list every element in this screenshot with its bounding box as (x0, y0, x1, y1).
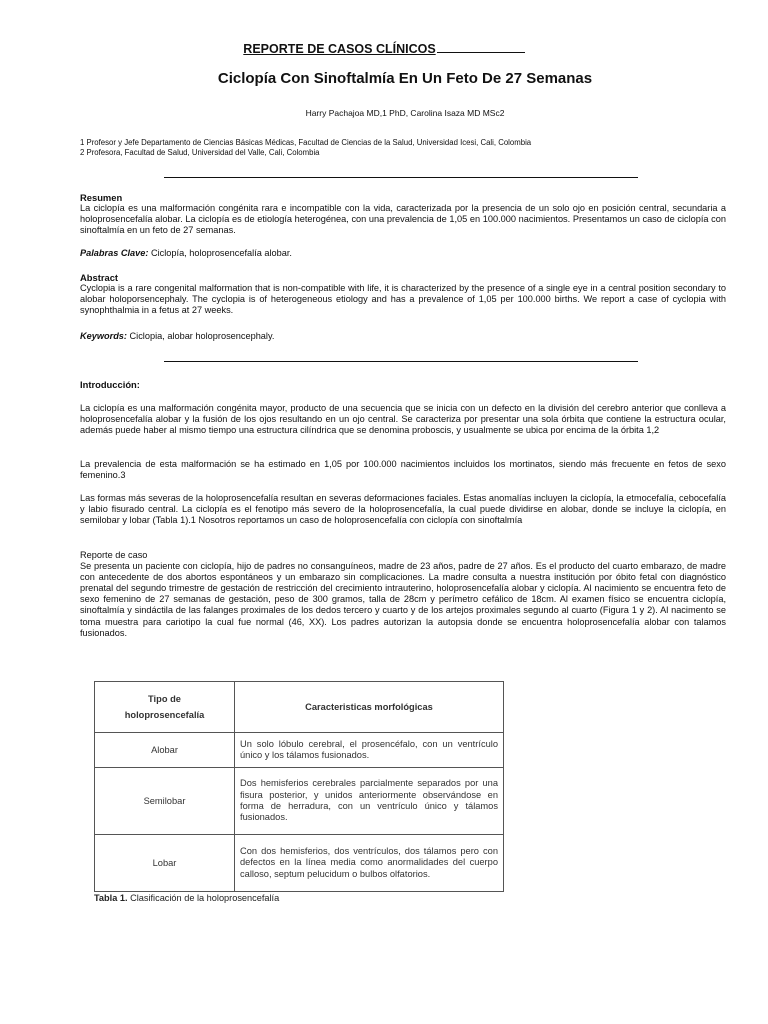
resumen-text: La ciclopía es una malformación congénita rara e incompatible con la vida, caracterizada por la presencia de un solo ojo en posición central, secundaria a holoprosencefalía alobar. La ciclopía es de etiología heterogénea, con una prevalencia de 1,05 en 100.000 nacimientos. Presentamos un caso de ciclopía con sinoftalmía en un feto de 27 semanas. (80, 203, 726, 236)
table-header-features: Caracteristicas morfológicas (235, 682, 504, 733)
intro-paragraph-1 (80, 403, 726, 436)
abstract-heading: Abstract (80, 272, 119, 283)
intro-paragraph-2 (80, 459, 726, 481)
table-cell-desc: Un solo lóbulo cerebral, el prosencéfalo, con un ventrículo único y los tálamos fusionados. (235, 733, 504, 768)
abstract-text: Cyclopia is a rare congenital malformation that is non-compatible with life, it is characterized by the presence of a single eye in a central position secondary to alobar holoporsencephaly. The cyclopia is of heterogeneous etiology and has a prevalence of 1,05 per 100.000 births. We report a case of cyclopia with synophthalmia in a fetus at 27 weeks. (80, 283, 726, 316)
article-title: Ciclopía Con Sinoftalmía En Un Feto De 27 Semanas (217, 70, 593, 87)
section-label: REPORTE DE CASOS CLÍNICOS (243, 42, 436, 56)
section-header (0, 42, 768, 56)
table-cell-desc: Con dos hemisferios, dos ventrículos, dos tálamos pero con defectos en la línea media como anormalidades del cuerpo calloso, septum pelucidum o bulbos olfatorios. (235, 835, 504, 892)
header-type-line2: holoprosencefalía (124, 710, 205, 720)
authors: Harry Pachajoa MD,1 PhD, Carolina Isaza MD MSc2 (305, 108, 505, 118)
resumen-section (80, 192, 726, 236)
intro-heading-block (80, 379, 726, 390)
palabras-clave-text: Ciclopía, holoprosencefalía alobar. (148, 248, 292, 258)
table-cell-desc: Dos hemisferios cerebrales parcialmente separados por una fisura posterior, y unidos anteriormente observándose en forma de herradura, con un ventrículo único y tálamos fusionados. (235, 768, 504, 835)
divider-top (164, 177, 638, 178)
intro-heading: Introducción: (80, 379, 140, 390)
affiliations (80, 138, 700, 158)
classification-table (94, 681, 504, 892)
resumen-heading: Resumen (80, 192, 123, 203)
keywords-label: Keywords: (80, 331, 127, 341)
section-underline (437, 51, 525, 53)
caso-section (80, 550, 726, 639)
caso-heading: Reporte de caso (80, 550, 148, 560)
affiliation-2: 2 Profesora, Facultad de Salud, Universidad del Valle, Cali, Colombia (80, 148, 320, 157)
keywords (80, 331, 726, 342)
caption-label: Tabla 1. (94, 893, 128, 903)
affiliation-1: 1 Profesor y Jefe Departamento de Ciencias Básicas Médicas, Facultad de Ciencias de la Salud, Universidad Icesi, Cali, Colombia (80, 138, 532, 147)
table-header-type (95, 682, 235, 733)
intro-paragraph-3 (80, 493, 726, 526)
caption-text: Clasificación de la holoprosencefalía (127, 893, 280, 903)
table-header-row (95, 682, 504, 733)
table-cell-type: Lobar (95, 835, 235, 892)
palabras-clave (80, 248, 726, 259)
caso-text: Se presenta un paciente con ciclopía, hijo de padres no consanguíneos, madre de 23 años, padre de 27 años. Es el producto del cuarto embarazo, de madre con antecedente de dos abortos espontáneos y un embarazo sin complicaciones. La madre consulta a nuestra institución por óbito fetal con diagnóstico prenatal del segundo trimestre de gestación de restricción del crecimiento intrauterino, holoprosencefalía alobar y ciclopía. Al nacimiento se encuentra feto de sexo femenino de 27 semanas de gestación, peso de 300 gramos, talla de 28cm y perímetro cefálico de 18cm. Al examen físico se encuentra ciclopía, sinoftalmía y sindáctila de las falanges proximales de los dedos tercero y cuarto y de los artejos proximales segundo al cuarto (Figura 1 y 2). Al nacimento se toma muestra para cariotipo la cual fue normal (46, XX). Los padres autorizan la autopsia donde se encuentra holoprosencefalía alobar con talamos fusionados. (80, 561, 726, 638)
table-cell-type: Alobar (95, 733, 235, 768)
table-row (95, 733, 504, 768)
table-row (95, 835, 504, 892)
table-row (95, 768, 504, 835)
palabras-clave-label: Palabras Clave: (80, 248, 149, 258)
intro-text-1: La ciclopía es una malformación congénita mayor, producto de una secuencia que se inicia con un defecto en la división del cerebro anterior que conlleva a holoprosencefalía alobar y la fusión de los ojos resultando en un ojo central. Se caracteriza por presentar una sola órbita que contiene la estructura ocular, además puede haber al mismo tiempo una estructura cilíndrica que se denomina proboscis, y usualmente se ubica por encima de la órbita 1,2 (80, 403, 726, 436)
divider-middle (164, 361, 638, 362)
header-type-line1: Tipo de (148, 694, 181, 704)
abstract-section (80, 272, 726, 316)
table-cell-type: Semilobar (95, 768, 235, 835)
keywords-text: Ciclopia, alobar holoprosencephaly. (126, 331, 275, 341)
intro-text-2: La prevalencia de esta malformación se ha estimado en 1,05 por 100.000 nacimientos incluidos los mortinatos, siendo más frecuente en fetos de sexo femenino.3 (80, 459, 726, 481)
table-caption (94, 893, 279, 903)
intro-text-3: Las formas más severas de la holoprosencefalía resultan en severas deformaciones faciales. Estas anomalías incluyen la ciclopía, la etmocefalía, cebocefalía y labio fisurado central. La ciclopía es el fenotipo más severo de la holoprosencefalía, la cual puede dividirse en alobar, donde se incluye la ciclopía, en semilobar y lobar (Tabla 1).1 Nosotros reportamos un caso de holoprosencefalía con ciclopía con sinoftalmía (80, 493, 726, 526)
